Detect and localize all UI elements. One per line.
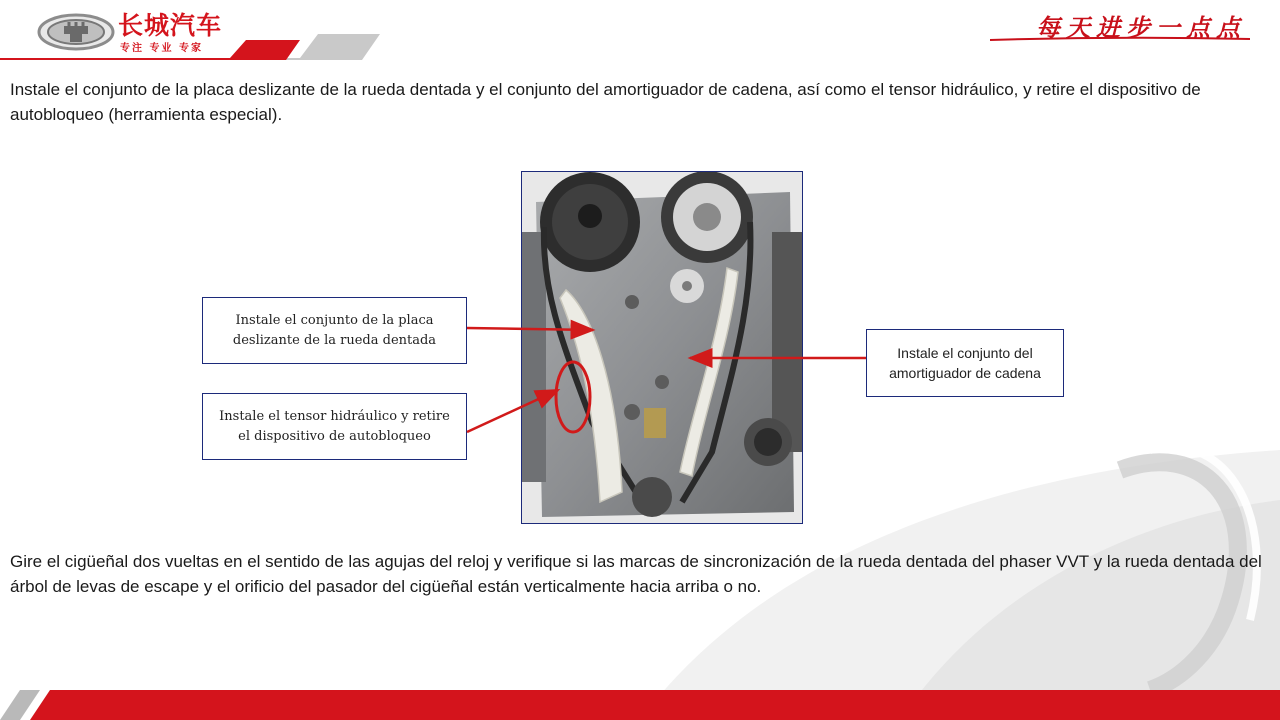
callout-tensioner xyxy=(202,393,467,460)
engine-illustration xyxy=(522,172,803,524)
callout-sliding-plate xyxy=(202,297,467,364)
brand-name-chinese: 长城汽车 xyxy=(118,11,223,40)
header xyxy=(0,0,1280,60)
callout-chain-damper xyxy=(866,329,1064,397)
callout-chain-damper-line2: amortiguador de cadena xyxy=(889,365,1041,381)
slogan-underline xyxy=(990,36,1250,42)
callout-tensioner-line2: el dispositivo de autobloqueo xyxy=(238,428,431,444)
brand-tagline: 专注 专业 专家 xyxy=(120,43,203,54)
footer-stripe xyxy=(0,690,1280,720)
header-stripe xyxy=(0,34,380,60)
instruction-paragraph-2: Gire el cigüeñal dos vueltas en el sentido de las agujas del reloj y verifique si las marcas de sincronización de la rueda dentada del phaser VVT y la rueda dentada del árbol de levas de escape y el orificio del pasador del cigüeñal están verticalmente hacia arriba o no. xyxy=(10,552,1262,596)
callout-sliding-plate-line1: Instale el conjunto de la placa xyxy=(235,312,434,328)
instruction-paragraph-1: Instale el conjunto de la placa deslizante de la rueda dentada y el conjunto del amortiguador de cadena, así como el tensor hidráulico, y retire el dispositivo de autobloqueo (herramienta especial). xyxy=(10,80,1201,124)
slogan: 每天进步一点点 xyxy=(1036,13,1246,42)
callout-tensioner-line1: Instale el tensor hidráulico y retire xyxy=(219,408,450,424)
callout-chain-damper-line1: Instale el conjunto del xyxy=(897,345,1033,361)
engine-timing-photo xyxy=(521,171,803,524)
callout-sliding-plate-line2: deslizante de la rueda dentada xyxy=(232,332,437,348)
